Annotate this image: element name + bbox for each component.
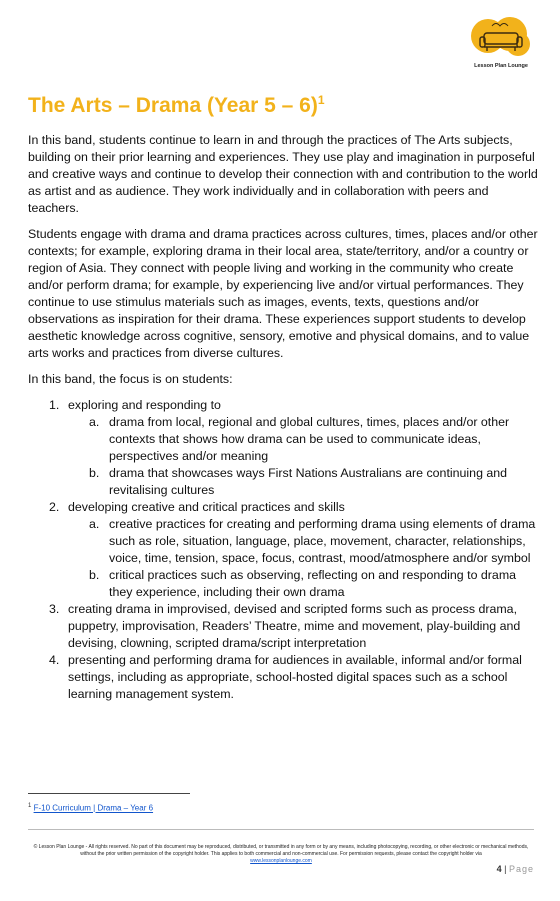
page-number <box>497 864 534 874</box>
focus-subitem <box>68 567 538 601</box>
focus-item-number: 3. <box>49 602 60 616</box>
focus-item <box>28 397 538 499</box>
page-title-text: The Arts – Drama (Year 5 – 6) <box>28 94 318 117</box>
focus-subitem <box>68 465 538 499</box>
page-number-separator: | <box>504 864 507 874</box>
focus-item-text: developing creative and critical practices and skills <box>68 500 345 514</box>
focus-subitem-letter: a. <box>89 517 100 531</box>
footnote-divider <box>28 793 190 794</box>
body-content <box>28 132 538 703</box>
copyright-text: © Lesson Plan Lounge - All rights reserved. No part of this document may be reproduced, distributed, or transmitted in any form or by any means, including photocopying, recording, or other electronic or mechanical methods, without the prior written permission of the copyright holder. This applies to both commercial and non-commercial use. For permission requests, please contact the copyright holder via <box>33 844 529 857</box>
focus-subitem-text: drama from local, regional and global cultures, times, places and/or other contexts that shows how drama can be used to communicate ideas, perspectives and/or meaning <box>109 415 510 463</box>
footer-divider <box>28 829 534 830</box>
focus-item-number: 4. <box>49 653 60 667</box>
page-word: Page <box>508 864 534 874</box>
paragraph-focus-lead: In this band, the focus is on students: <box>28 372 233 386</box>
page-number-value: 4 <box>496 864 502 874</box>
logo-text: Lesson Plan Lounge <box>474 63 528 69</box>
focus-list <box>28 397 538 703</box>
logo <box>466 16 536 76</box>
paragraph-intro: In this band, students continue to learn in and through the practices of The Arts subjects, building on their prior learning and experiences. They use play and imagination in purposeful and creative ways and continue to develop their connection with and contribution to the world as artist and as audience. They work individually and in collaboration with peers and teachers. <box>28 133 538 215</box>
focus-item <box>28 601 538 652</box>
focus-subitem-letter: b. <box>89 568 100 582</box>
footnote-mark: 1 <box>28 803 32 809</box>
focus-item <box>28 652 538 703</box>
footnote-ref: 1 <box>317 93 325 107</box>
focus-sublist <box>68 516 538 601</box>
focus-item-number: 2. <box>49 500 60 514</box>
logo-sofa-icon <box>470 16 532 60</box>
focus-item <box>28 499 538 601</box>
focus-subitem-text: creative practices for creating and performing drama using elements of drama such as role, situation, language, place, movement, character, relationships, voice, time, tension, space, focus, contrast, mood/atmosphere and/or symbol <box>109 517 536 565</box>
footnote-link[interactable]: F-10 Curriculum | Drama – Year 6 <box>33 803 154 813</box>
focus-item-number: 1. <box>49 398 60 412</box>
focus-subitem <box>68 516 538 567</box>
footnote <box>28 803 153 813</box>
focus-item-text: exploring and responding to <box>68 398 221 412</box>
focus-subitem-letter: b. <box>89 466 100 480</box>
focus-subitem <box>68 414 538 465</box>
copyright-website-link[interactable]: www.lessonplanlounge.com <box>250 858 312 864</box>
focus-subitem-letter: a. <box>89 415 100 429</box>
focus-subitem-text: drama that showcases ways First Nations Australians are continuing and revitalising cultures <box>109 466 508 497</box>
focus-item-text: presenting and performing drama for audiences in available, informal and/or formal settings, including as appropriate, school-hosted digital spaces such as a school learning management system. <box>68 653 522 701</box>
copyright-notice <box>28 844 534 865</box>
page-title <box>28 93 325 118</box>
focus-subitem-text: critical practices such as observing, reflecting on and responding to drama they experience, including their own drama <box>109 568 517 599</box>
focus-item-text: creating drama in improvised, devised and scripted forms such as process drama, puppetry, improvisation, Readers’ Theatre, mime and movement, play-building and devising, clowning, scripted drama/script interpretation <box>68 602 521 650</box>
focus-sublist <box>68 414 538 499</box>
paragraph-engagement: Students engage with drama and drama practices across cultures, times, places and/or other contexts; for example, exploring drama in their local area, state/territory, and/or a country or region of Asia. They connect with people living and working in the community who create and/or perform drama; for example, by experiencing live and/or virtual performances. They continue to use stimulus materials such as images, events, texts, questions and/or observations as inspiration for their drama. These experiences support students to develop aesthetic knowledge across cognitive, sensory, emotive and physical domains, and to value arts works and practices from diverse cultures. <box>28 227 538 360</box>
